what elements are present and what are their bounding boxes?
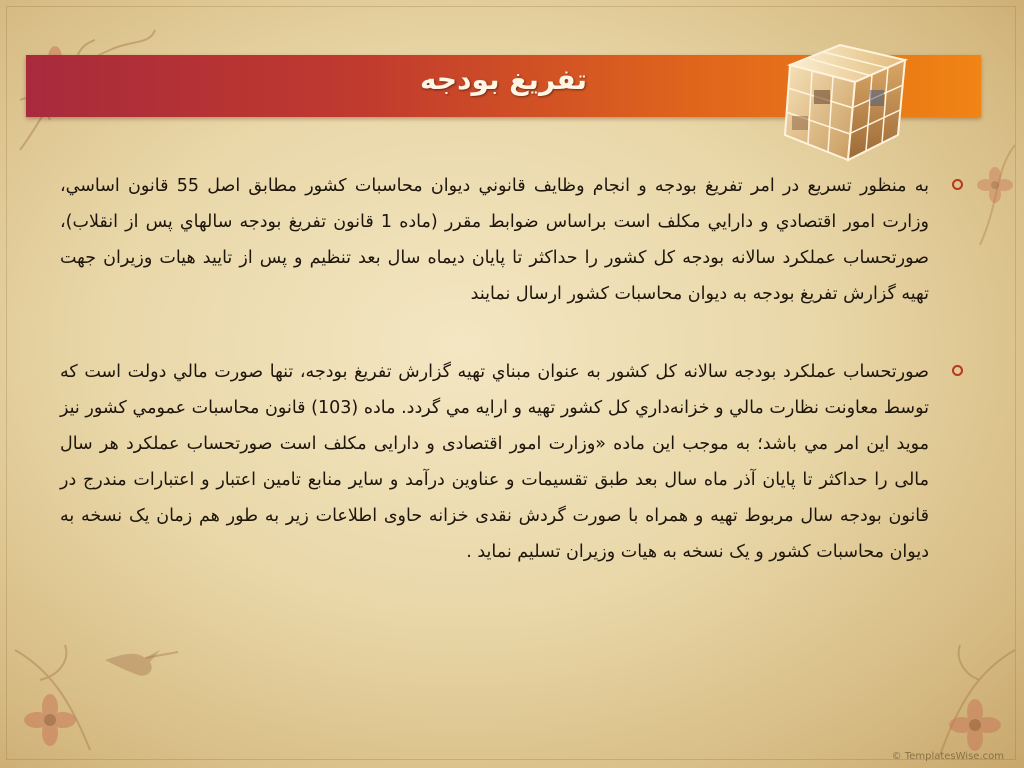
paragraph-text: به منظور تسريع در امر تفريغ بودجه و انجام وظايف قانوني ديوان محاسبات کشور مطابق اصل 55 قانون اساسي، وزارت امور اقتصادي و دارايي مکلف است براساس ضوابط مقرر (ماده 1 قانون تفريغ بودجه سالهاي پس از انقلاب)، صورتحساب عملكرد سالانه بودجه کل کشور را حداکثر تا پايان ديماه سال بعد تنظيم و پس از تاييد هيات وزيران جهت تهيه گزارش تفريغ بودجه به ديوان محاسبات کشور ارسال نمايند: [60, 176, 930, 304]
circle-bullet-icon: [952, 365, 963, 376]
flower-ornament-icon: [880, 640, 1020, 765]
circle-bullet-icon: [952, 179, 963, 190]
paragraph-text: صورتحساب عملكرد بودجه سالانه کل کشور به عنوان مبناي تهيه گزارش تفريغ بودجه، تنها صورت مالي دولت است که توسط معاونت نظارت مالي و خزانه‌داري کل کشور تهيه و ارايه مي گردد. ماده (103) قانون محاسبات عمومي كشور نيز مويد اين امر مي باشد؛ به موجب اين ماده «وزارت امور اقتصادی و دارایی مکلف است صورتحساب عملکرد هر سال مالی را حداکثر تا پایان آذر ماه سال بعد طبق تقسیمات و عناوین درآمد و سایر منابع تامین اعتبار و اعتبارات مندرج در قانون بودجه سال مربوط تهیه و همراه با صورت گردش نقدی خزانه حاوی اطلاعات زیر به طور هم زمان یک نسخه به دیوان محاسبات کشور و یک نسخه به هیات وزیران تسلیم نماید .: [60, 362, 929, 562]
bullet-paragraph: [60, 168, 965, 312]
slide-title: تفريغ بودجه: [419, 63, 588, 96]
slide-body: [60, 168, 965, 570]
bullet-paragraph: [60, 354, 965, 570]
hummingbird-icon: [100, 630, 180, 690]
photo-cube-icon: [770, 20, 920, 170]
footer-credit: © TemplatesWise.com: [891, 751, 1004, 762]
